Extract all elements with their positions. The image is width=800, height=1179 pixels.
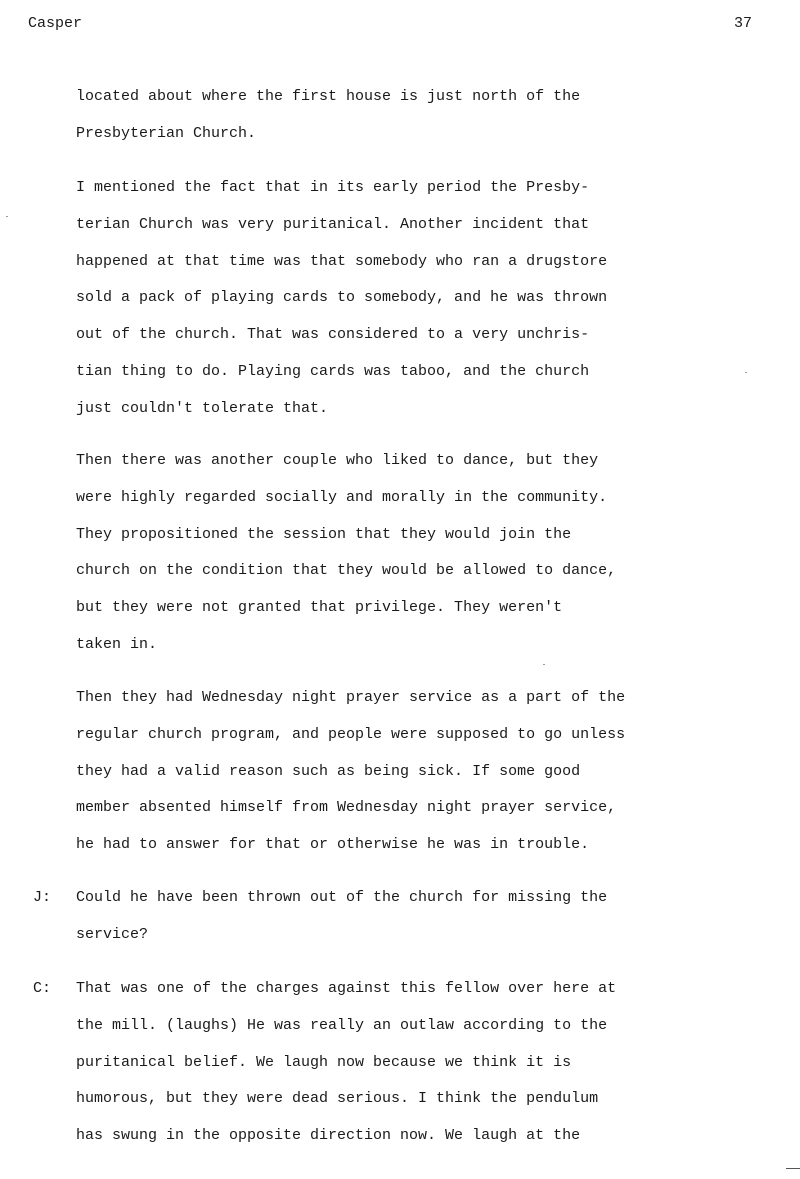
scan-speck: [6, 216, 8, 217]
header-name: Casper: [28, 15, 83, 32]
text-line: humorous, but they were dead serious. I think the pendulum: [76, 1090, 599, 1108]
paragraph: [76, 170, 756, 428]
text-line: They propositioned the session that they would join the: [76, 525, 572, 543]
text-line: the mill. (laughs) He was really an outlaw according to the: [76, 1016, 608, 1034]
paragraph: [76, 79, 756, 153]
text-line: service?: [76, 925, 149, 943]
paragraph: [76, 443, 756, 664]
scan-speck: [543, 664, 545, 665]
text-line: terian Church was very puritanical. Another incident that: [76, 215, 590, 233]
text-line: That was one of the charges against this fellow over here at: [76, 980, 617, 997]
speaker-label: J:: [33, 889, 52, 906]
text-line: out of the church. That was considered to a very unchris-: [76, 326, 590, 344]
text-line: has swung in the opposite direction now. We laugh at the: [76, 1127, 581, 1145]
speaker-label: C:: [33, 980, 52, 997]
paragraph: [76, 680, 756, 864]
text-line: Presbyterian Church.: [76, 124, 257, 142]
text-line: located about where the first house is just north of the: [76, 88, 581, 105]
text-line: Then there was another couple who liked to dance, but they: [76, 452, 599, 469]
text-line: happened at that time was that somebody who ran a drugstore: [76, 252, 608, 270]
paragraph: [76, 971, 756, 1155]
page-edge-mark: [786, 1168, 800, 1169]
text-line: he had to answer for that or otherwise he was in trouble.: [76, 836, 590, 854]
text-line: sold a pack of playing cards to somebody, and he was thrown: [76, 289, 608, 307]
text-line: Then they had Wednesday night prayer service as a part of the: [76, 689, 626, 706]
text-line: Could he have been thrown out of the church for missing the: [76, 889, 608, 906]
paragraph: [76, 880, 756, 954]
text-line: church on the condition that they would be allowed to dance,: [76, 562, 617, 580]
text-line: regular church program, and people were supposed to go unless: [76, 725, 626, 743]
text-line: but they were not granted that privilege. They weren't: [76, 599, 563, 617]
text-line: I mentioned the fact that in its early period the Presby-: [76, 179, 590, 196]
text-line: member absented himself from Wednesday night prayer service,: [76, 799, 617, 817]
text-line: were highly regarded socially and morally in the community.: [76, 488, 608, 506]
text-line: just couldn't tolerate that.: [76, 399, 329, 417]
text-line: tian thing to do. Playing cards was taboo, and the church: [76, 362, 590, 380]
text-line: puritanical belief. We laugh now because we think it is: [76, 1053, 572, 1071]
page-number: 37: [733, 15, 752, 32]
scan-speck: [745, 372, 747, 373]
text-line: they had a valid reason such as being sick. If some good: [76, 762, 581, 780]
text-line: taken in.: [76, 635, 158, 653]
